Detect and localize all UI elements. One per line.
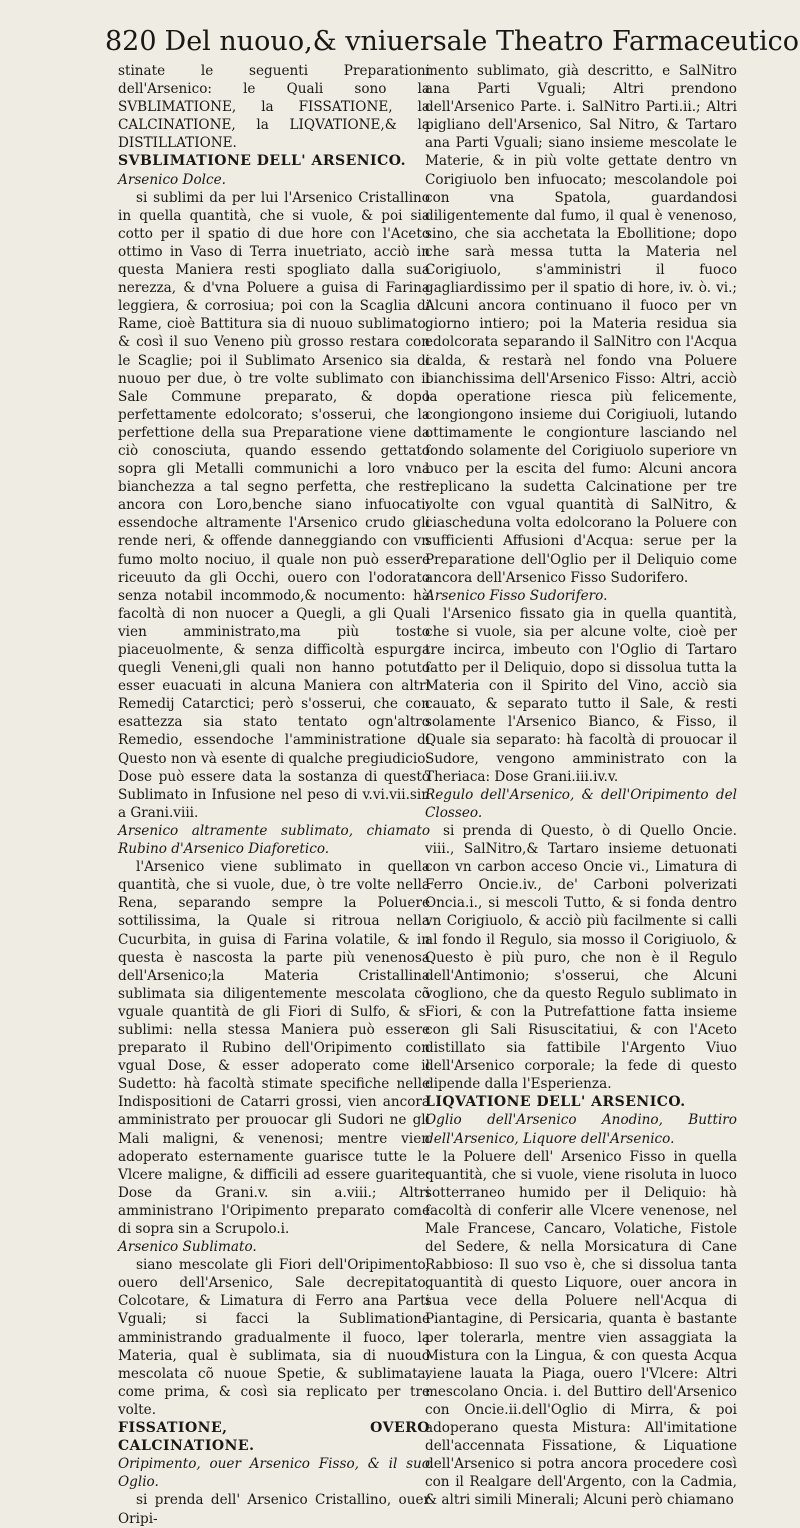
subheading-fisso-sudorifero: Arsenico Fisso Sudorifero. (425, 587, 608, 604)
right-column (425, 62, 737, 1510)
paragraph: si sublimi da per lui l'Arsenico Cristallino in quella quantità, che si vuole, & poi sia cotto per il spatio di due hore con l'Aceto ottimo in Vaso di Terra inuetriato, acciò in questa Maniera resti spogliato dalla sua nerezza, & d'vna Poluere a guisa di Farina leggiera, & corrosiua; poi con la Scaglia di Rame, cioè Battitura sia di nuouo sublimato, & così il suo Veneno più grosso restara con le Scaglie; poi il Sublimato Arsenico sia di nuouo per due, ò tre volte sublimato con il Sale Commune preparato, & dopo perfettamente edolcorato; s'osserui, che la perfettione della sua Preparatione viene da ciò conosciuta, quando essendo gettato sopra gli Metalli communichi a loro vna bianchezza a tal segno perfetta, che resti ancora con Loro,benche siano infuocati; essendoche altramente l'Arsenico crudo gli rende neri, & offende danneggiando con vn fumo molto nociuo, il quale non può essere riceuuto da gli Occhi, ouero con l'odorato senza notabil incommodo,& nocumento: hà facoltà di non nuocer a Quegli, a gli Quali vien amministrato,ma più tosto piaceuolmente, & senza difficoltà espurga quegli Veneni,gli quali non hanno potuto esser euacuati in alcuna Maniera con altri Remedij Catarctici; però s'osserui, che con esattezza sia stato tentato ogn'altro Remedio, essendoche l'amministratione di Questo non và esente di qualche pregiudicio: Dose può essere data la sostanza di questo Sublimato in Infusione nel peso di v.vi.vii.sin a Grani.viii. (118, 189, 430, 821)
paragraph: l'Arsenico fissato gia in quella quantità, che si vuole, sia per alcune volte, cioè per tre incirca, imbeuto con l'Oglio di Tartaro fatto per il Deliquio, dopo si dissolua tutta la Materia con il Spirito del Vino, acciò sia cauato, & separato tutto il Sale, & resti solamente l'Arsenico Bianco, & Fisso, il Quale sia separato: hà facoltà di prouocar il Sudore, vengono amministrato con la Theriaca: Dose Grani.iii.iv.v. (425, 605, 737, 785)
paragraph: si prenda di Questo, ò di Quello Oncie. viii., SalNitro,& Tartaro insieme detuonati con vn carbon acceso Oncie vi., Limatura di Ferro Oncie.iv., de' Carboni polverizati Oncia.i., si mescoli Tutto, & si fonda dentro vn Corigiuolo, & acciò più facilmente si calli al fondo il Regulo, sia mosso il Corigiuolo, & Questo è più puro, che non è il Regulo dell'Antimonio; s'osserui, che Alcuni vogliono, che da questo Regulo sublimato in Fiori, & con la Putrefattione fatta insieme con gli Sali Risuscitatiui, & con l'Aceto distillato sia fattibile l'Argento Viuo dell'Arsenico corporale; la fede di questo dipende dalla l'Esperienza. (425, 822, 737, 1093)
subheading-arsenico-dolce: Arsenico Dolce. (118, 171, 226, 188)
paragraph: siano mescolate gli Fiori dell'Oripimento, ouero dell'Arsenico, Sale decrepitato, Colcotare, & Limatura di Ferro ana Parti Vguali; si facci la Sublimatione amministrando gradualmente il fuoco, la Materia, qual è sublimata, sia di nuouo mescolata cõ nuoue Spetie, & sublimata, come prima, & così sia replicato per tre volte. (118, 1257, 430, 1418)
subheading-oripimento: Oripimento, ouer Arsenico Fisso, & il suo Oglio. (118, 1456, 430, 1491)
paragraph: si prenda dell' Arsenico Cristallino, ouer Oripi- (118, 1492, 430, 1527)
paragraph: la Poluere dell' Arsenico Fisso in quella quantità, che si vuole, viene risoluta in luoco sotterraneo humido per il Deliquio: hà facoltà di conferir alle Vlcere venenose, nel Male Francese, Cancaro, Volatiche, Fistole del Sedere, & nella Morsicatura di Cane Rabbioso: Il suo vso è, che si dissolua tanta quantità di questo Liquore, ouer ancora in sua vece della Poluere nell'Acqua di Piantagine, di Persicaria, quanta è bastante per tolerarla, mentre vien assaggiata la Mistura con la Lingua, & con questa Acqua viene lauata la Piaga, ouero l'Vlcere: Altri mescolano Oncia. i. del Buttiro dell'Arsenico con Oncie.ii.dell'Oglio di Mirra, & poi adoperano questa Mistura: All'imitatione dell'accennata Fissatione, & Liquatione dell'Arsenico si potra ancora procedere così con il Realgare dell'Argento, con la Cadmia, & altri simili Minerali; Alcuni però chiamano (425, 1148, 737, 1509)
page-number: 820 (105, 26, 157, 57)
paragraph: l'Arsenico viene sublimato in quella quantità, che si vuole, due, ò tre volte nella Rena, separando sempre la Poluere sottilissima, la Quale si ritroua nella Cucurbita, in guisa di Farina volatile, & in questa è nascosta la parte più venenosa dell'Arsenico;la Materia Cristallina sublimata sia diligentemente mescolata cõ vguale quantità de gli Fiori di Sulfo, & si sublimi: nella stessa Maniera può essere preparato il Rubino dell'Oripimento con vgual Dose, & esser adoperato come il Sudetto: hà facoltà stimate specifiche nelle Indispositioni de Catarri grossi, vien ancora amministrato per prouocar gli Sudori ne gli Mali maligni, & venenosi; mentre vien adoperato esternamente guarisce tutte le Vlcere maligne, & difficili ad essere guarite: Dose da Grani.v. sin a.viii.; Altri amministrano l'Oripimento preparato come di sopra sin a Scrupolo.i. (118, 859, 430, 1237)
subheading-oglio: Oglio dell'Arsenico Anodino, Buttiro dell'Arsenico, Liquore dell'Arsenico. (425, 1112, 737, 1147)
section-heading-sublimatione: SVBLIMATIONE DELL' ARSENICO. (118, 153, 406, 170)
left-column (118, 62, 430, 1528)
section-heading-fissatione: FISSATIONE, OVERO CALCINATIONE. (118, 1420, 430, 1455)
header-title: Del nuouo,& vniuersale Theatro Farmaceutico (164, 26, 799, 57)
intro-paragraph: stinate le seguenti Preparationi dell'Arsenico: le Quali sono la SVBLIMATIONE, la FISSATIONE, la CALCINATIONE, la LIQVATIONE,& la DISTILLATIONE. (118, 63, 430, 152)
paragraph: mento sublimato, già descritto, e SalNitro ana Parti Vguali; Altri prendono dell'Arsenico Parte. i. SalNitro Parti.ii.; Altri pigliano dell'Arsenico, Sal Nitro, & Tartaro ana Parti Vguali; siano insieme mescolate le Materie, & in più volte gettate dentro vn Corigiuolo ben infuocato; mescolandole poi con vna Spatola, guardandosi diligentemente dal fumo, il qual è venenoso, sino, che sia acchetata la Ebollitione; dopo che sarà messa tutta la Materia nel Corigiuolo, s'amministri il fuoco gagliardissimo per il spatio di hore, iv. ò. vi.; Alcuni ancora continuano il fuoco per vn giorno intiero; poi la Materia residua sia edolcorata separando il SalNitro con l'Acqua calda, & restarà nel fondo vna Poluere bianchissima dell'Arsenico Fisso: Altri, acciò la operatione riesca più felicemente, congiongono insieme dui Corigiuoli, lutando ottimamente le congionture lasciando nel fondo solamente del Corigiuolo superiore vn buco per la escita del fumo: Alcuni ancora replicano la sudetta Calcinatione per tre volte con vgual quantità di SalNitro, & ciascheduna volta edolcorano la Poluere con sufficienti Affusioni d'Acqua: serue per la Preparatione dell'Oglio per il Deliquio come ancora dell'Arsenico Fisso Sudorifero. (425, 63, 737, 586)
subheading-regulo: Regulo dell'Arsenico, & dell'Oripimento del Closseo. (425, 786, 737, 821)
section-heading-liquatione: LIQVATIONE DELL' ARSENICO. (425, 1094, 686, 1111)
subheading-arsenico-sublimato: Arsenico Sublimato. (118, 1239, 257, 1256)
subheading-rubino: Arsenico altramente sublimato, chiamato Rubino d'Arsenico Diaforetico. (118, 822, 430, 858)
